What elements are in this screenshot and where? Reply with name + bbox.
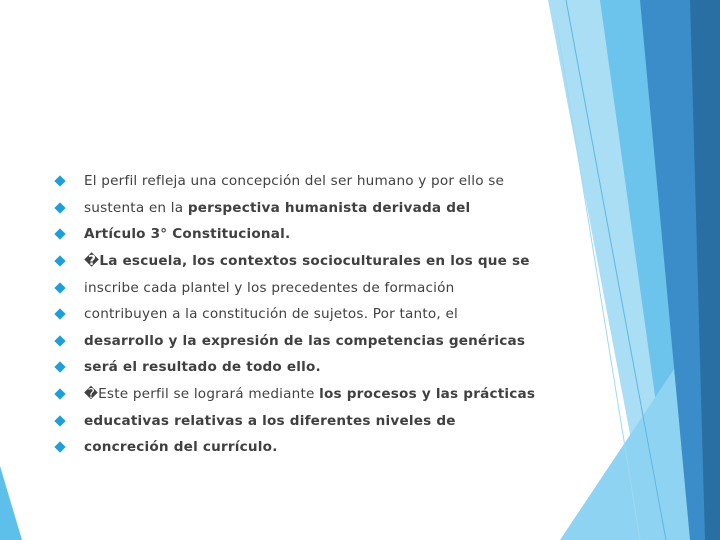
- bullet-item: [52, 354, 612, 381]
- diamond-bullet-icon: [54, 309, 65, 320]
- bullet-item: [52, 381, 612, 408]
- bullet-text: [84, 173, 504, 189]
- bullet-list: [52, 168, 612, 461]
- bold-text-segment: los procesos y las prácticas: [319, 386, 536, 403]
- bullet-item: [52, 195, 612, 222]
- bullet-text: [84, 226, 290, 242]
- bold-text-segment: Artículo 3° Constitucional.: [84, 226, 291, 243]
- bullet-text: [84, 439, 278, 455]
- bullet-text: [84, 280, 454, 296]
- diamond-bullet-icon: [54, 362, 65, 373]
- bullet-text: [84, 333, 525, 349]
- bullet-text: [84, 253, 530, 269]
- bullet-text: [84, 200, 470, 216]
- bullet-item: [52, 274, 612, 301]
- bold-text-segment: �La escuela, los contextos socioculturales en los que se: [84, 253, 530, 270]
- diamond-bullet-icon: [54, 388, 65, 399]
- diamond-bullet-icon: [54, 442, 65, 453]
- text-segment: contribuyen a la constitución de sujetos. Por tanto, el: [84, 306, 458, 323]
- bullet-item: [52, 248, 612, 275]
- bold-text-segment: educativas relativas a los diferentes niveles de: [84, 412, 456, 429]
- diamond-bullet-icon: [54, 335, 65, 346]
- text-segment: El perfil refleja una concepción del ser humano y por ello se: [84, 173, 505, 190]
- diamond-bullet-icon: [54, 415, 65, 426]
- text-segment: �Este perfil se logrará mediante: [84, 386, 320, 403]
- bullet-item: [52, 407, 612, 434]
- left-corner-triangle: [0, 466, 22, 540]
- bold-text-segment: será el resultado de todo ello.: [84, 359, 321, 376]
- bullet-text: [84, 413, 456, 429]
- bullet-text: [84, 306, 458, 322]
- bullet-item: [52, 328, 612, 355]
- diamond-bullet-icon: [54, 176, 65, 187]
- diamond-bullet-icon: [54, 202, 65, 213]
- bullet-text: [84, 386, 535, 402]
- diamond-bullet-icon: [54, 229, 65, 240]
- diamond-bullet-icon: [54, 282, 65, 293]
- bullet-item: [52, 168, 612, 195]
- bold-text-segment: perspectiva humanista derivada del: [187, 199, 471, 216]
- bullet-item: [52, 434, 612, 461]
- diamond-bullet-icon: [54, 255, 65, 266]
- bold-text-segment: desarrollo y la expresión de las competencias genéricas: [84, 332, 526, 349]
- bullet-text: [84, 359, 321, 375]
- text-segment: inscribe cada plantel y los precedentes de formación: [84, 279, 455, 296]
- bullet-item: [52, 301, 612, 328]
- bold-text-segment: concreción del currículo.: [84, 439, 278, 456]
- bullet-item: [52, 221, 612, 248]
- text-segment: sustenta en la: [84, 199, 188, 216]
